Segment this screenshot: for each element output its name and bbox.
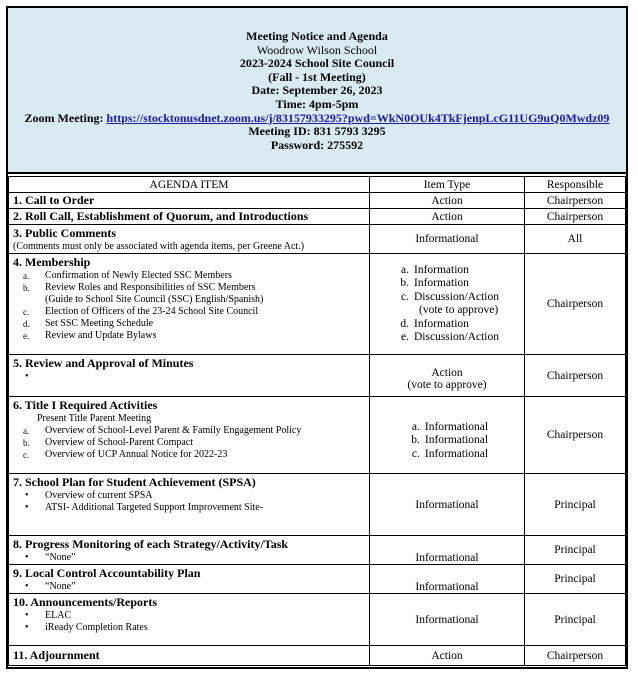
table-row bbox=[9, 209, 626, 225]
agenda-item-title: 7. School Plan for Student Achievement (SPSA) bbox=[13, 475, 256, 489]
responsible: Chairperson bbox=[525, 254, 626, 355]
council-name: 2023-2024 School Site Council bbox=[239, 56, 395, 71]
agenda-item-title: 3. Public Comments bbox=[13, 226, 116, 240]
item-type: Informational bbox=[370, 474, 525, 536]
table-row bbox=[9, 355, 626, 397]
table-row bbox=[9, 397, 626, 474]
list-item: • iReady Completion Rates bbox=[45, 622, 365, 634]
agenda-item-title: 11. Adjournment bbox=[13, 648, 100, 662]
zoom-line bbox=[8, 112, 626, 126]
list-item: Election of Officers of the 23-24 School Site Council bbox=[45, 306, 259, 317]
list-item: • Overview of current SPSA bbox=[45, 490, 365, 502]
item-type: a. Information b. Information c. Discussion/Action (vote to approve) d. Information e. Discussion/Action bbox=[370, 254, 525, 355]
table-row bbox=[9, 536, 626, 565]
agenda-item-title: 2. Roll Call, Establishment of Quorum, and Introductions bbox=[13, 209, 309, 223]
responsible: All bbox=[525, 225, 626, 254]
table-row bbox=[9, 594, 626, 646]
item-type: Action bbox=[370, 193, 525, 209]
session-label: (Fall - 1st Meeting) bbox=[268, 69, 366, 84]
list-item: • “None” bbox=[45, 581, 365, 593]
subitem-list bbox=[13, 270, 365, 342]
bullet-list bbox=[13, 610, 365, 634]
list-item: • ATSI- Additional Targeted Support Improvement Site- bbox=[45, 502, 365, 514]
item-type: a. Informational b. Informational c. Informational bbox=[370, 397, 525, 474]
item-type: Action (vote to approve) bbox=[370, 355, 525, 397]
responsible: Principal bbox=[525, 474, 626, 536]
agenda-item-title: 6. Title I Required Activities bbox=[13, 398, 158, 412]
header-block bbox=[8, 8, 626, 174]
agenda-document bbox=[6, 6, 628, 669]
meeting-time: Time: 4pm-5pm bbox=[275, 96, 359, 111]
header-item-type: Item Type bbox=[370, 177, 525, 193]
responsible: Principal bbox=[525, 536, 626, 565]
list-item: Confirmation of Newly Elected SSC Members bbox=[45, 270, 232, 281]
table-row bbox=[9, 565, 626, 594]
item-type: Action bbox=[370, 646, 525, 666]
table-row bbox=[9, 254, 626, 355]
table-header-row bbox=[9, 177, 626, 193]
agenda-table bbox=[8, 176, 626, 666]
agenda-item-note: (Comments must only be associated with agenda items, per Greene Act.) bbox=[13, 241, 305, 252]
agenda-item-intro: Present Title Parent Meeting bbox=[37, 413, 152, 424]
table-row bbox=[9, 646, 626, 666]
bullet-list bbox=[13, 490, 365, 514]
list-item: Overview of School-Level Parent & Family Engagement Policy bbox=[45, 425, 302, 436]
item-type: Informational bbox=[370, 225, 525, 254]
header-agenda-item: AGENDA ITEM bbox=[9, 177, 370, 193]
agenda-item-title: 10. Announcements/Reports bbox=[13, 595, 158, 609]
header-responsible: Responsible bbox=[525, 177, 626, 193]
agenda-item-title: 9. Local Control Accountability Plan bbox=[13, 566, 201, 580]
responsible: Chairperson bbox=[525, 646, 626, 666]
agenda-item-title: 1. Call to Order bbox=[13, 193, 95, 207]
bullet-list bbox=[13, 581, 365, 593]
item-type: Informational bbox=[370, 565, 525, 594]
responsible: Chairperson bbox=[525, 355, 626, 397]
list-item: Review Roles and Responsibilities of SSC Members (Guide to School Site Council (SSC) English/Spanish) bbox=[45, 282, 264, 305]
responsible: Principal bbox=[525, 594, 626, 646]
responsible: Chairperson bbox=[525, 193, 626, 209]
agenda-item-title: 5. Review and Approval of Minutes bbox=[13, 356, 194, 370]
meeting-id: Meeting ID: 831 5793 3295 bbox=[248, 124, 386, 139]
responsible: Principal bbox=[525, 565, 626, 594]
subitem-list bbox=[13, 425, 365, 461]
responsible: Chairperson bbox=[525, 209, 626, 225]
list-item: • ELAC bbox=[45, 610, 365, 622]
list-item: Review and Update Bylaws bbox=[45, 330, 157, 341]
page-title: Meeting Notice and Agenda bbox=[246, 29, 388, 43]
agenda-item-title: 8. Progress Monitoring of each Strategy/Activity/Task bbox=[13, 537, 289, 551]
responsible: Chairperson bbox=[525, 397, 626, 474]
table-row bbox=[9, 474, 626, 536]
zoom-link[interactable]: https://stocktonusdnet.zoom.us/j/83157933295?pwd=WkN0OUk4TkFjenpLcG11UG9uQ0Mwdz09 bbox=[106, 110, 610, 125]
list-item: Overview of UCP Annual Notice for 2022-23 bbox=[45, 449, 228, 460]
school-name: Woodrow Wilson School bbox=[256, 42, 378, 57]
table-row bbox=[9, 193, 626, 209]
agenda-item-title: 4. Membership bbox=[13, 255, 91, 269]
zoom-label: Zoom Meeting: bbox=[24, 110, 104, 125]
item-type: Informational bbox=[370, 594, 525, 646]
list-item: Set SSC Meeting Schedule bbox=[45, 318, 154, 329]
meeting-date: Date: September 26, 2023 bbox=[251, 83, 383, 98]
item-type: Informational bbox=[370, 536, 525, 565]
item-type: Action bbox=[370, 209, 525, 225]
meeting-password: Password: 275592 bbox=[270, 137, 364, 152]
list-item: • “None” bbox=[45, 552, 365, 564]
list-item: Overview of School-Parent Compact bbox=[45, 437, 194, 448]
table-row bbox=[9, 225, 626, 254]
bullet-list bbox=[13, 552, 365, 564]
